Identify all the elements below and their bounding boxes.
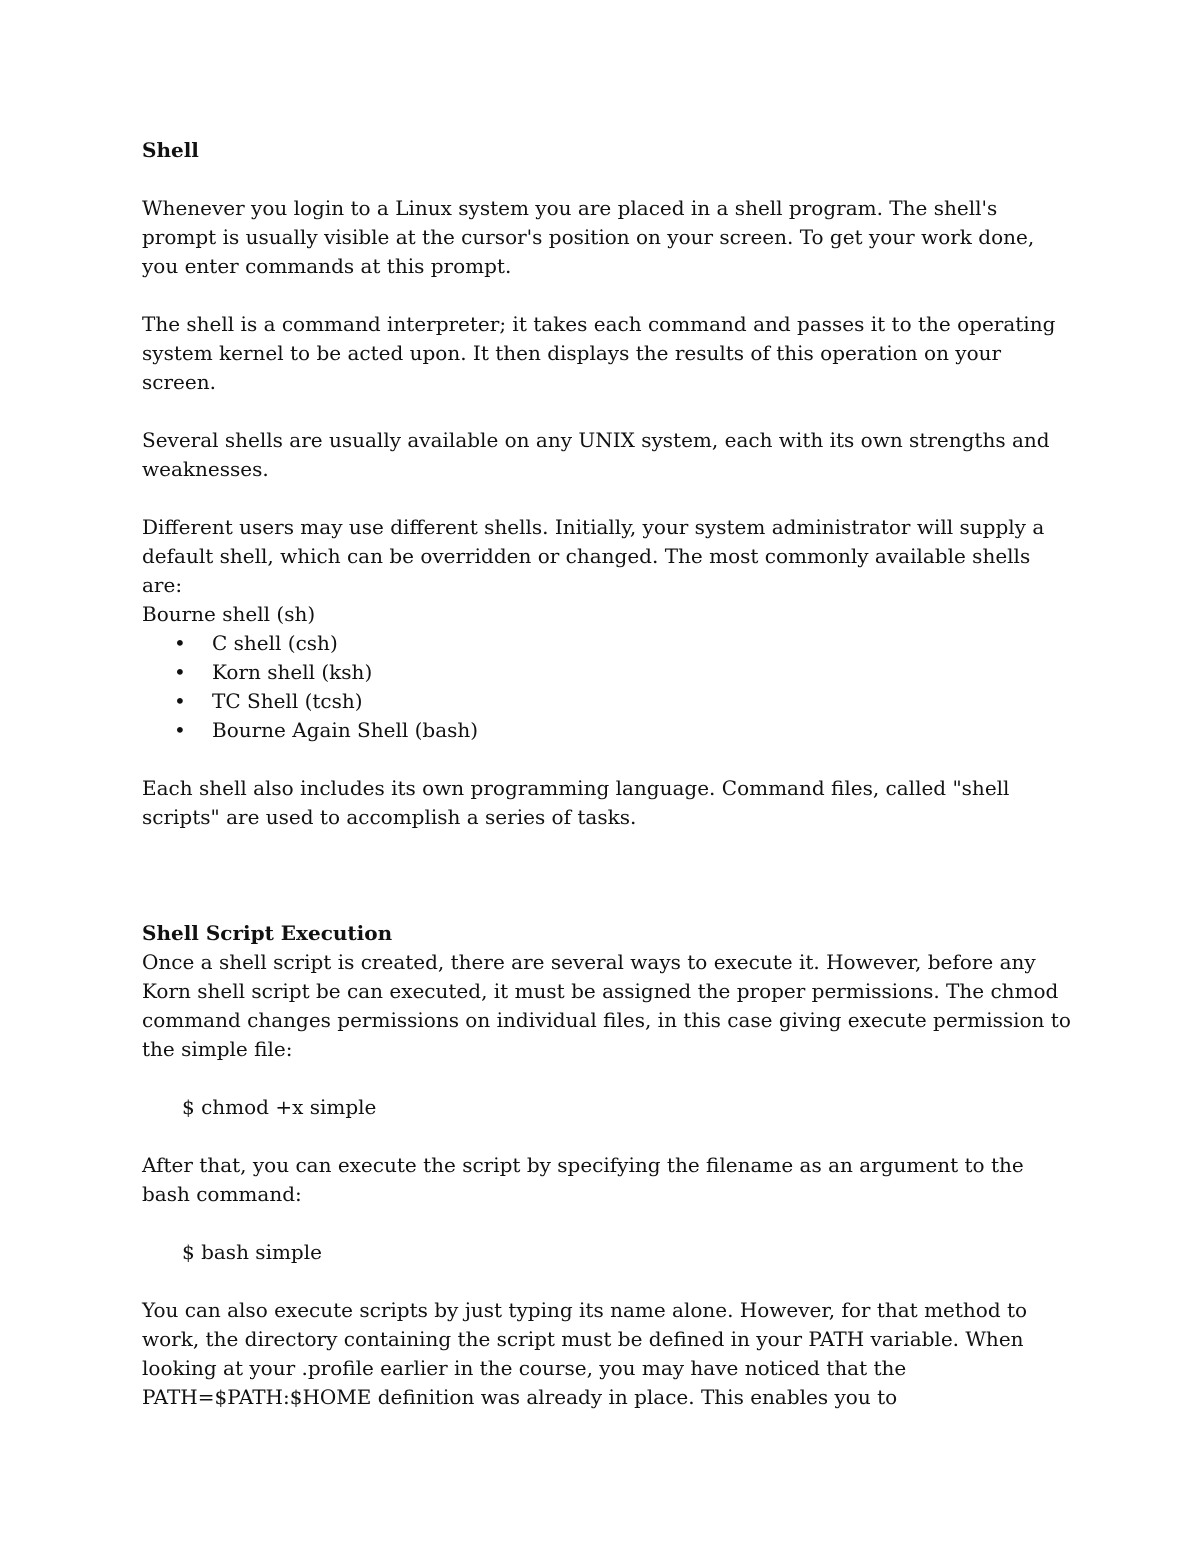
paragraph-different-users: Different users may use different shells. Initially, your system administrator will supply a default shell, which can be overridden or changed. The most commonly available shells are: <box>142 515 1045 597</box>
list-item <box>142 687 1072 716</box>
paragraph-programming-language: Each shell also includes its own programming language. Command files, called "shell scripts" are used to accomplish a series of tasks. <box>142 776 1010 829</box>
spacer <box>142 281 1072 310</box>
list-item-text: C shell (csh) <box>212 631 338 655</box>
spacer <box>142 484 1072 513</box>
spacer <box>142 397 1072 426</box>
heading-shell-script-execution: Shell Script Execution <box>142 921 393 945</box>
paragraph-interpreter: The shell is a command interpreter; it takes each command and passes it to the operating system kernel to be acted upon. It then displays the results of this operation on your screen. <box>142 312 1056 394</box>
spacer <box>142 832 1072 919</box>
heading-shell: Shell <box>142 138 199 162</box>
list-item-text: TC Shell (tcsh) <box>212 689 363 713</box>
first-shell-line: Bourne shell (sh) <box>142 602 316 626</box>
list-item <box>142 716 1072 745</box>
shell-list <box>142 629 1072 745</box>
spacer <box>142 1267 1072 1296</box>
spacer <box>142 1209 1072 1238</box>
command-chmod: $ chmod +x simple <box>182 1095 377 1119</box>
paragraph-after-that: After that, you can execute the script by specifying the filename as an argument to the bash command: <box>142 1153 1024 1206</box>
spacer <box>142 1064 1072 1093</box>
command-bash: $ bash simple <box>182 1240 322 1264</box>
bullet-icon: • <box>174 631 186 655</box>
spacer <box>142 745 1072 774</box>
document-page <box>142 136 1072 1412</box>
paragraph-login: Whenever you login to a Linux system you are placed in a shell program. The shell's prompt is usually visible at the cursor's position on your screen. To get your work done, you enter commands at this prompt. <box>142 196 1035 278</box>
list-item <box>142 658 1072 687</box>
paragraph-execute-ways: Once a shell script is created, there are several ways to execute it. However, before any Korn shell script be can executed, it must be assigned the proper permissions. The chmod command changes permissions on individual files, in this case giving execute permission to the simple file: <box>142 950 1071 1061</box>
bullet-icon: • <box>174 718 186 742</box>
paragraph-path-variable: You can also execute scripts by just typing its name alone. However, for that method to work, the directory containing the script must be defined in your PATH variable. When looking at your .profile earlier in the course, you may have noticed that the PATH=$PATH:$HOME definition was already in place. This enables you to <box>142 1298 1028 1409</box>
list-item <box>142 629 1072 658</box>
paragraph-several-shells: Several shells are usually available on any UNIX system, each with its own strengths and weaknesses. <box>142 428 1050 481</box>
spacer <box>142 165 1072 194</box>
bullet-icon: • <box>174 689 186 713</box>
bullet-icon: • <box>174 660 186 684</box>
list-item-text: Korn shell (ksh) <box>212 660 373 684</box>
spacer <box>142 1122 1072 1151</box>
list-item-text: Bourne Again Shell (bash) <box>212 718 479 742</box>
